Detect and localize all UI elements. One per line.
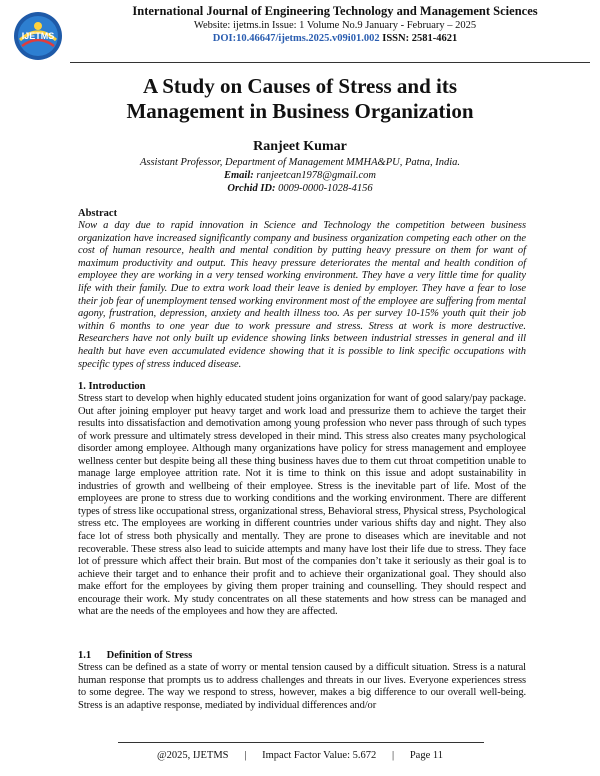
page-header (0, 0, 600, 64)
svg-text:IJETMS: IJETMS (21, 31, 55, 41)
issn: ISSN: 2581-4621 (382, 33, 458, 44)
author-name: Ranjeet Kumar (253, 139, 347, 154)
abstract-text: Now a day due to rapid innovation in Science and Technology the competition between business organization have increased significantly company and business organization competing each other on the cost of human resource, health and mental condition by putting heavy pressure on them for want of maximum productivity and output. This heavy pressure deteriorates the mental and health condition of employee they are working in a very tensed working environment. They have a very little time for quality life with their family. Due to extra work load their leave is denied by employer. They have a fear to lose their job fear of unemployment tensed working environment most of the employee are suffering from mental agony, frustration, depression, anxiety and health illness too. As per survey 10-15% youth quit their job within 6 months to one year due to work pressure and stress. Stress at work is more destructive. Researchers have not only built up evidence showing links between industrial stresses in general and ill health but have even accumulated evidence showing that it is possible to link specific occupations with specific types of stress induced disease. (78, 220, 526, 370)
introduction-section (78, 380, 526, 619)
author-block (0, 138, 600, 195)
definition-section (78, 649, 526, 712)
paper-title (0, 74, 600, 124)
journal-logo (12, 10, 64, 62)
title-line-1: A Study on Causes of Stress and its (142, 74, 458, 98)
orchid-label: Orchid ID: (227, 183, 276, 194)
email-address[interactable]: ranjeetcan1978@gmail.com (256, 170, 376, 181)
email-label: Email: (224, 170, 254, 181)
introduction-text: Stress start to develop when highly educated student joins organization for want of good salary/pay package. Out after joining employer put heavy target and work load and pressurize them to achieve the target their results into dissatisfaction and demotivation among young profession who never pass through of such types of work pressure and ultimately stress developed in their mind. This stress also creates many psychological disorder among employee. Although many organizations have policy for stress management and employee wellness center but despite being all these thing business haves due to them cut throat competition unable to manage large employee attrition rate. Not it is time to think on this issue and adopt sustainability in industries of growth and wellbeing of their employee. Stress is the inevitable part of life. Most of the employees are prone to stress due to working conditions and the working environment. There are different types of stress like occupational stress, organizational stress, Behavioral stress, Physical stress, Psychological stress etc. The employees are working in different countries under various shifts day and night. They also face lot of stress both physically and mentally. They are prone to diseases which are inevitable and not recoverable. These stress also lead to suicide attempts and many have lost their life due to stress. They face lot of pressure which affect their brain. But most of the companies don’t take it seriously as their goal is to achieve their target and to enhance their profit and to achieve their organizational goal. They should also make effort for the employees by giving them proper training and counselling. They should respect and encourage their work. My study concentrates on all these statements and how stress can be managed and what are the needs of the employees and how they are affected. (78, 393, 526, 618)
email-line (0, 169, 600, 182)
definition-heading (78, 649, 526, 662)
abstract-heading: Abstract (78, 208, 118, 219)
issue-line: Website: ijetms.in Issue: 1 Volume No.9 January - February – 2025 (193, 20, 477, 31)
definition-text: Stress can be defined as a state of worry or mental tension caused by a difficult situation. Stress is a natural human response that prompts us to address challenges and threats in our lives. Everyone experiences stress to some degree. The way we respond to stress, however, makes a big difference to our overall well-being. Stress is an adaptive response, mediated by individual differences and/or (78, 662, 526, 711)
footer-rule (118, 742, 484, 743)
doi-link[interactable]: DOI:10.46647/ijetms.2025.v09i01.002 (212, 33, 380, 44)
definition-title: Definition of Stress (106, 650, 193, 661)
header-rule (70, 62, 590, 63)
orchid-line (0, 182, 600, 195)
abstract-section (78, 207, 526, 371)
header-text-block (80, 4, 590, 45)
affiliation: Assistant Professor, Department of Management MMHA&PU, Patna, India. (139, 157, 461, 168)
title-line-2: Management in Business Organization (126, 99, 474, 123)
journal-name: International Journal of Engineering Technology and Management Sciences (132, 4, 538, 18)
orchid-id: 0009-0000-1028-4156 (278, 183, 373, 194)
introduction-heading: 1. Introduction (78, 381, 146, 392)
doi-line (80, 32, 590, 45)
page-footer: @2025, IJETMS | Impact Factor Value: 5.672 | Page 11 (157, 750, 443, 761)
definition-number: 1.1 (78, 650, 92, 661)
